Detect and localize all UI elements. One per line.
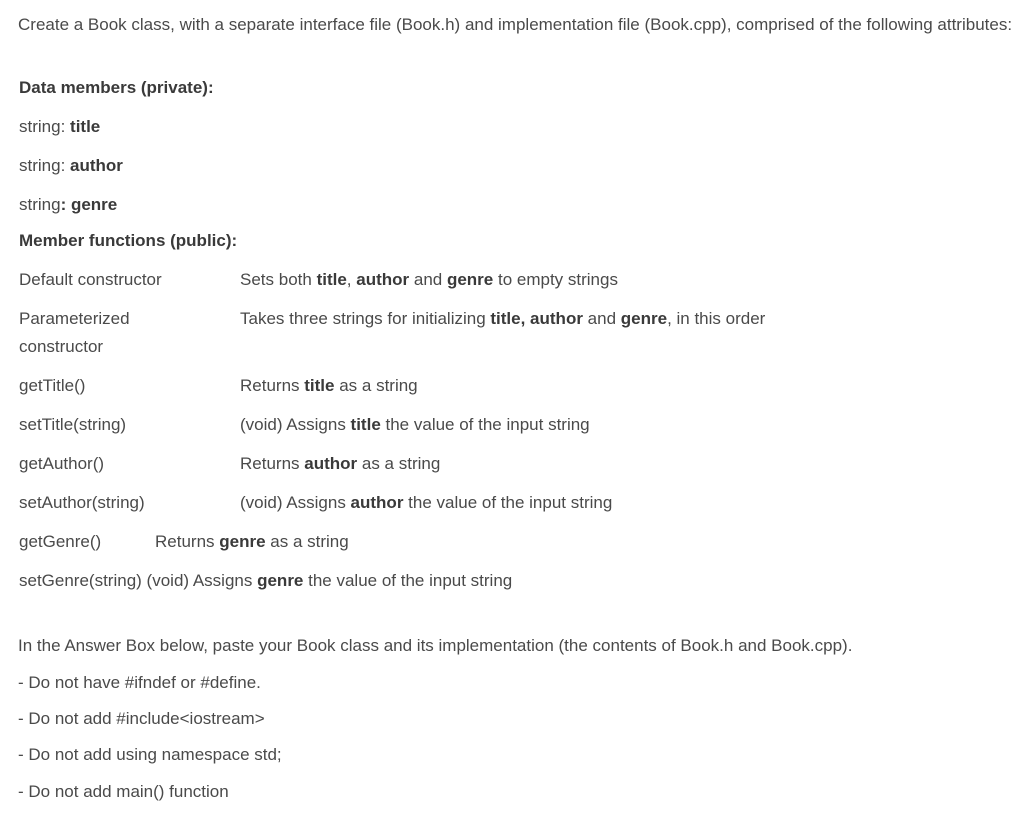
data-member-title: string: title <box>19 117 101 136</box>
data-member-author: string: author <box>19 156 123 175</box>
rule-item: - Do not add #include<iostream> <box>18 709 265 728</box>
fn-settitle-name: setTitle(string) <box>19 415 127 434</box>
answer-instruction: In the Answer Box below, paste your Book class and its implementation (the contents of Book.h and Book.cpp). <box>18 636 853 655</box>
rule-item: - Do not have #ifndef or #define. <box>18 673 261 692</box>
rule-item: - Do not add main() function <box>18 782 229 801</box>
fn-param-constructor-desc: Takes three strings for initializing title, author and genre, in this order <box>240 309 766 328</box>
data-member-genre: string: genre <box>19 195 118 214</box>
intro-paragraph: Create a Book class, with a separate interface file (Book.h) and implementation file (Book.cpp), comprised of the following attributes: <box>18 15 1013 34</box>
fn-getauthor-desc: Returns author as a string <box>240 454 441 473</box>
fn-default-constructor-name: Default constructor <box>19 270 162 289</box>
fn-getgenre-name: getGenre() <box>19 532 102 551</box>
rule-item: - Do not add using namespace std; <box>18 745 282 764</box>
fn-getgenre-desc: Returns genre as a string <box>155 532 349 551</box>
fn-param-constructor-name: Parameterized constructor <box>19 309 130 356</box>
fn-setgenre-name: setGenre(string) <box>19 571 142 590</box>
data-members-heading: Data members (private): <box>19 78 214 97</box>
fn-setgenre-desc: (void) Assigns genre the value of the input string <box>141 571 513 590</box>
fn-default-constructor-desc: Sets both title, author and genre to empty strings <box>240 270 618 289</box>
member-functions-heading: Member functions (public): <box>19 231 238 250</box>
fn-setgenre-row <box>19 570 512 592</box>
fn-setauthor-name: setAuthor(string) <box>19 493 145 512</box>
fn-gettitle-name: getTitle() <box>19 376 86 395</box>
fn-settitle-desc: (void) Assigns title the value of the input string <box>240 415 590 434</box>
fn-gettitle-desc: Returns title as a string <box>240 376 418 395</box>
fn-getauthor-name: getAuthor() <box>19 454 105 473</box>
fn-setauthor-desc: (void) Assigns author the value of the input string <box>240 493 613 512</box>
